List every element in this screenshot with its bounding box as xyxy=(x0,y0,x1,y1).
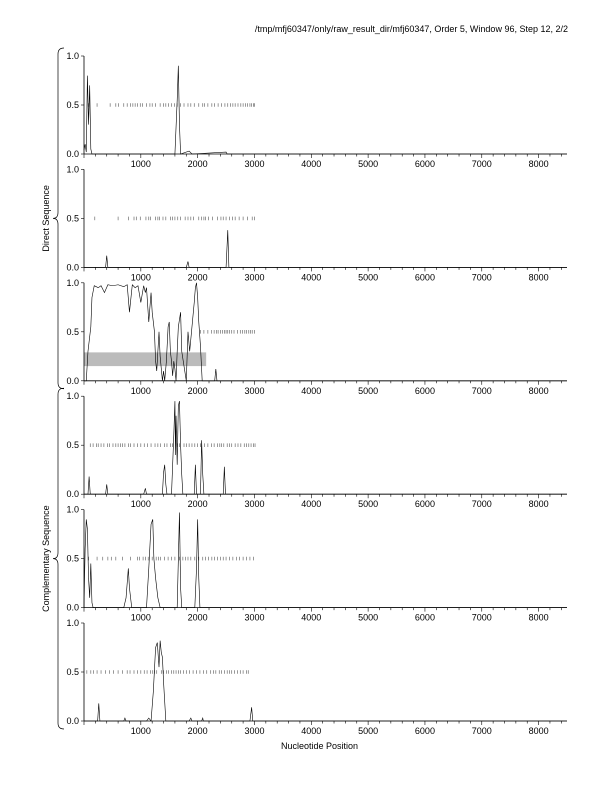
x-tick-label: 6000 xyxy=(414,159,435,169)
y-tick-label: 0.0 xyxy=(66,375,79,386)
x-tick-label: 8000 xyxy=(528,272,549,283)
y-tick-label: 1.0 xyxy=(66,391,79,402)
y-tick-label: 0.5 xyxy=(66,213,79,224)
x-tick-label: 6000 xyxy=(414,499,435,510)
data-line xyxy=(84,401,567,494)
x-tick-label: 8000 xyxy=(528,726,549,736)
x-tick-label: 7000 xyxy=(471,385,492,396)
data-line xyxy=(84,66,567,154)
x-tick-label: 3000 xyxy=(244,499,265,510)
x-tick-label: 4000 xyxy=(301,272,322,283)
x-tick-label: 3000 xyxy=(244,726,265,736)
y-tick-label: 1.0 xyxy=(66,504,79,515)
x-tick-label: 3000 xyxy=(244,272,265,283)
x-tick-label: 5000 xyxy=(358,272,379,283)
x-tick-label: 7000 xyxy=(471,726,492,736)
x-tick-label: 4000 xyxy=(301,385,322,396)
x-tick-label: 1000 xyxy=(130,499,151,510)
panel-frame-2 xyxy=(81,169,567,271)
x-tick-label: 8000 xyxy=(528,499,549,510)
x-tick-label: 1000 xyxy=(130,726,151,736)
panel-frame-5 xyxy=(81,510,567,612)
group-label: Direct Sequence xyxy=(41,185,51,252)
y-tick-label: 1.0 xyxy=(66,51,79,61)
data-line xyxy=(84,230,567,267)
x-tick-label: 4000 xyxy=(301,612,322,623)
page-title: /tmp/mfj60347/only/raw_result_dir/mfj60347, Order 5, Window 96, Step 12, 2/2 xyxy=(254,24,568,34)
x-tick-label: 1000 xyxy=(130,159,151,169)
y-tick-label: 1.0 xyxy=(66,277,79,288)
group-brace xyxy=(53,48,64,389)
y-tick-label: 1.0 xyxy=(66,618,79,628)
x-tick-label: 3000 xyxy=(244,159,265,169)
y-tick-label: 0.5 xyxy=(66,326,79,337)
x-tick-label: 2000 xyxy=(187,159,208,169)
y-tick-label: 0.5 xyxy=(66,440,79,451)
x-tick-label: 1000 xyxy=(130,612,151,623)
y-tick-label: 0.0 xyxy=(66,489,79,500)
x-tick-label: 6000 xyxy=(414,726,435,736)
x-tick-label: 8000 xyxy=(528,612,549,623)
x-tick-label: 8000 xyxy=(528,159,549,169)
x-tick-label: 5000 xyxy=(358,612,379,623)
y-tick-label: 0.5 xyxy=(66,667,79,677)
x-tick-label: 7000 xyxy=(471,499,492,510)
y-tick-label: 0.0 xyxy=(66,602,79,613)
x-tick-label: 2000 xyxy=(187,499,208,510)
x-tick-label: 5000 xyxy=(358,726,379,736)
x-tick-label: 7000 xyxy=(471,272,492,283)
highlight-band xyxy=(84,352,206,366)
x-tick-label: 4000 xyxy=(301,159,322,169)
x-tick-label: 3000 xyxy=(244,612,265,623)
x-tick-label: 5000 xyxy=(358,159,379,169)
x-tick-label: 7000 xyxy=(471,159,492,169)
y-tick-label: 0.5 xyxy=(66,100,79,110)
x-tick-label: 8000 xyxy=(528,385,549,396)
x-tick-label: 1000 xyxy=(130,272,151,283)
x-tick-label: 2000 xyxy=(187,612,208,623)
panel-frame-3 xyxy=(81,283,567,385)
x-tick-label: 6000 xyxy=(414,272,435,283)
x-tick-label: 6000 xyxy=(414,385,435,396)
data-line xyxy=(84,641,567,721)
x-axis-title: Nucleotide Position xyxy=(280,741,359,751)
x-tick-label: 2000 xyxy=(187,272,208,283)
y-tick-label: 0.5 xyxy=(66,553,79,564)
y-tick-label: 0.0 xyxy=(66,262,79,273)
group-brace xyxy=(53,388,64,729)
x-tick-label: 5000 xyxy=(358,385,379,396)
panel-frame-6 xyxy=(81,623,567,725)
x-tick-label: 4000 xyxy=(301,726,322,736)
y-tick-label: 1.0 xyxy=(66,164,79,175)
x-tick-label: 5000 xyxy=(358,499,379,510)
x-tick-label: 6000 xyxy=(414,612,435,623)
x-tick-label: 2000 xyxy=(187,726,208,736)
x-tick-label: 4000 xyxy=(301,499,322,510)
y-tick-label: 0.0 xyxy=(66,149,79,159)
x-tick-label: 1000 xyxy=(130,385,151,396)
data-line xyxy=(84,283,567,381)
panel-frame-1 xyxy=(81,56,567,158)
group-label: Complementary Sequence xyxy=(41,505,51,612)
y-tick-label: 0.0 xyxy=(66,716,79,726)
x-tick-label: 2000 xyxy=(187,385,208,396)
x-tick-label: 7000 xyxy=(471,612,492,623)
x-tick-label: 3000 xyxy=(244,385,265,396)
panel-frame-4 xyxy=(81,396,567,498)
